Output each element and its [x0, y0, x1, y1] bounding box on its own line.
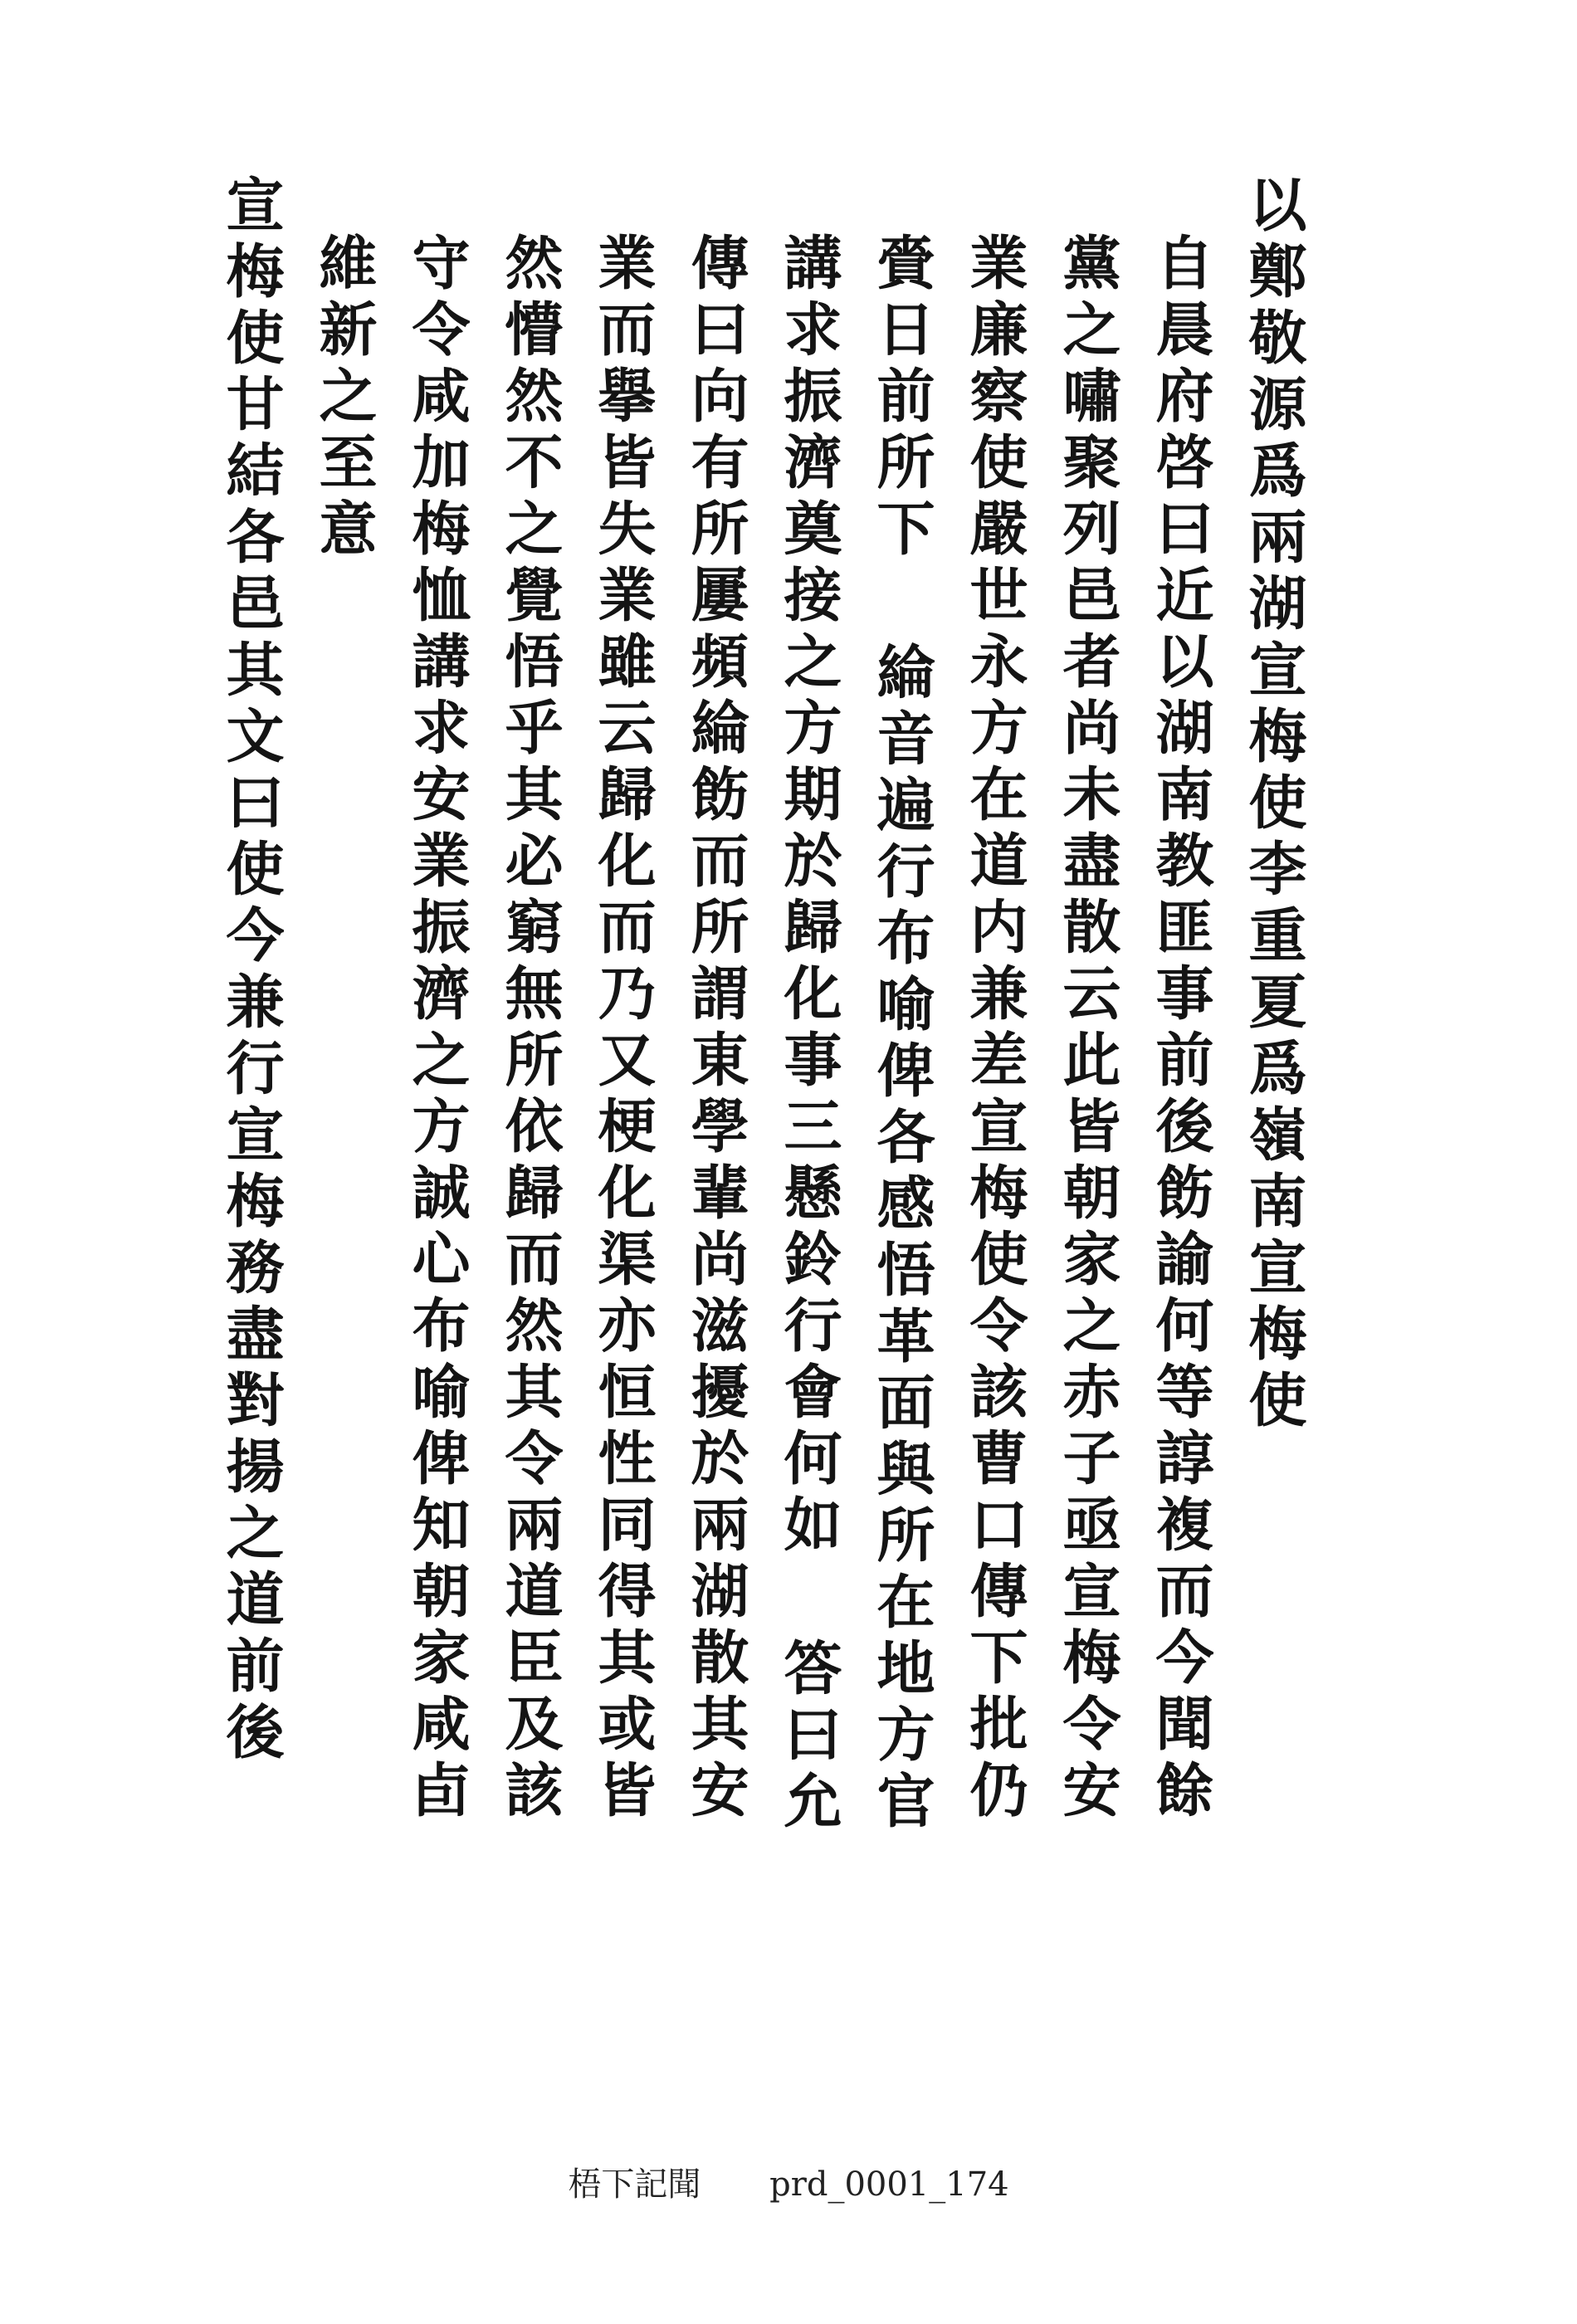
- book-title: 梧下記聞: [568, 2165, 701, 2204]
- page-identifier: prd_0001_174: [769, 2165, 1009, 2204]
- text-column-9: 然懵然不之覺悟乎其必窮無所依歸而然其令兩道臣及該: [496, 232, 564, 1826]
- text-column-3: 黨之嘯聚列邑者尚未盡散云此皆朝家之赤子亟宣梅令安: [1053, 232, 1122, 1826]
- text-column-7: 傳曰向有所屢頻綸飭而所謂東學輩尚滋擾於兩湖散其安: [681, 232, 750, 1826]
- text-column-12: 宣梅使甘結各邑其文曰使今兼行宣梅務盡對揚之道前後: [217, 174, 286, 1768]
- text-column-6: 講求振濟奠接之方期於歸化事三懸鈴行會何如 答曰允: [774, 232, 843, 1837]
- manuscript-text: [208, 174, 1308, 1837]
- text-column-10: 守令咸加梅恤講求安業振濟之方誠心布喻俾知朝家咸卣: [403, 232, 471, 1826]
- text-column-4: 業廉察使嚴世永方在道内兼差宣梅使令該曹口傳下批仍: [960, 232, 1029, 1826]
- text-column-5: 賫日前所下 綸音遍行布喻俾各感悟革面與所在地方官: [867, 232, 936, 1837]
- text-column-11: 維新之至意: [310, 232, 378, 564]
- page-footer: [0, 2158, 1577, 2205]
- text-column-8: 業而擧皆失業雖云歸化而乃又梗化渠亦恒性同得其或皆: [588, 232, 657, 1826]
- text-column-1: 以鄭敬源爲兩湖宣梅使李重夏爲嶺南宣梅使: [1239, 174, 1308, 1436]
- text-column-2: 自晨府啓曰近以湖南教匪事前後飭諭何等諄複而今聞餘: [1146, 232, 1215, 1826]
